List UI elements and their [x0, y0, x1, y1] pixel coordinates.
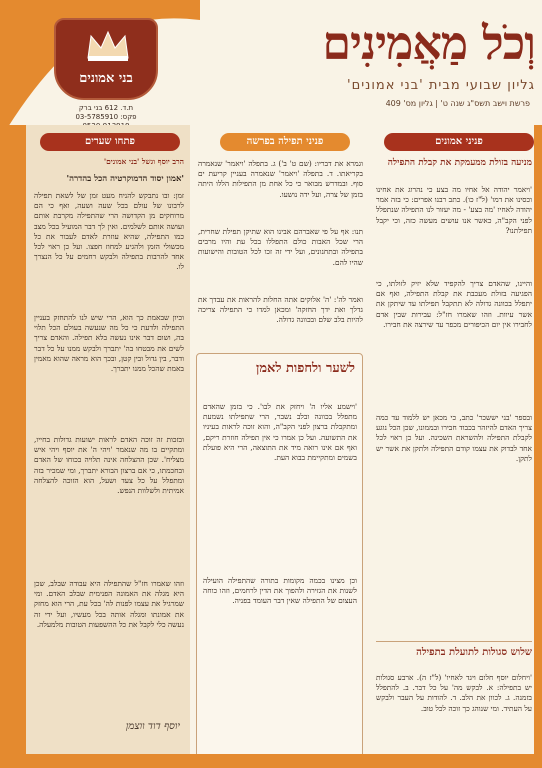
right-paragraph-4: 'ויחלום יוסף חלום ויגד לאחיו' (ל"ז ה). ארבע סגולות יש בתפילה: א. לבקש מה' על כל דבר. ב. להתפלל בזמנה. ג. לכוון את הלב. ד. להודות על העבר ולבקש על העתיד. ומי שנוהג כך זוכה לכל טוב. [376, 673, 532, 713]
right-divider [376, 641, 532, 642]
middle-paragraph-1: וגמרא את דבריו: (שם ט' ב') ג. בתפלה 'ויאמר' שנאמרה בקריאתו. ד. בתפלה 'ויאמר' שנאמרה בעניין קריעת ים סוף. ובמדרש מבואר כי כל אחת מן התפילות הללו היתה בזמן של צרה, ועל ידה נושעו. [198, 159, 363, 199]
middle-column [192, 125, 367, 768]
left-paragraph-1: זמן: ובו נתבקש להניח מעט זמן של לשאת תפילה לרבונו של עולם בכל שעה ושעה, ואף כי הם מרוחקים מן הקדושה הרי שהתפילה מקרבת אותם ועושה אותם לשלמים. ואין לך דבר המועיל בכל מצב כמו התפילה, שהיא עוזרת לאדם לעבור את כל מכשולי הזמן ולהגיע למחוז חפצו. ועל כן ראוי לכל אחד להרבות בתפילה ולבקש רחמים על כל הנצרך לו. [34, 191, 184, 272]
left-paragraph-2: וכיון שבאמת כך הוא, הרי שיש לנו להתחזק בעניין התפילה ולדעת כי כל מה שנעשה בעולם הכל תלוי בה, ושום דבר אינו נעשה בלא תפילה. והאדם צריך לשים את מבטחו בה' יתברך ולבקש ממנו על כל דבר ודבר, בין גדול ובין קטן, ובכך הוא מראה שהוא מאמין באמת שהכל ממנו יתברך. [34, 313, 184, 374]
middle-box-paragraph-1: 'וישמע אליו ה' ויחזק את לבו'. כי בזמן שהאדם מתפלל בכוונה ובלב נשבר, הרי שתפילתו נשמעת ומתקבלת ברצון לפני הקב"ה, והוא זוכה לראות בעיניו את התשועה. ועל כן אמרו כי אין תפילה חוזרת ריקם, ואף אם אינו רואה מיד את התוצאה, הרי היא פועלת בשמים ומתקיימת בבוא העת. [203, 402, 357, 463]
right-paragraph-1: 'ויאמר יהודה אל אחיו מה בצע כי נהרוג את אחינו וכסינו את דמו' (ל"ז כו). כתב רבנו אפרים: כי בזה אמר יהודה לאחיו 'מה בצע' - מה יעזור לנו התפילה שנתפלל לפני הקב"ה, כאשר אנו עושים מעשה כזה, וכי יקבל תפילתנו? [376, 185, 532, 235]
header [0, 0, 542, 125]
middle-box-paragraph-2: וכן מצינו בכמה מקומות בתורה שהתפילה הועילה לשנות את הגזירה ולהפוך את הדין לרחמים, וזהו כוחה העצום של התפילה שאין דבר העומד בפניה. [203, 576, 357, 606]
crown-icon [83, 28, 133, 62]
right-subheading-2: שלוש סגולות לתועלת בתפילה [416, 647, 532, 658]
left-paragraph-3: ובזכות זה זוכה האדם לראות ישועות גדולות בחייו, ומתקיים בו מה שנאמר 'ויהי ה' את יוסף ויהי איש מצליח'. שכן ההצלחה אינה תלויה בכוחו של האדם ובחכמתו, כי אם ברצון הבורא יתברך, ומי שמכיר בזה ומתפלל על כל צעד ושעל, הוא הזוכה להצלחה אמיתית ולשלוות הנפש. [34, 435, 184, 496]
left-column [0, 125, 190, 768]
right-orange-bar [534, 125, 542, 768]
right-paragraph-3: ובספר 'בני יששכר' כתב, כי מכאן יש ללמוד עד כמה צריך האדם להיזהר בכבוד חבירו ובממונו, שכן הכל נוגע לקבלת התפילה ולהשראת השכינה. ועל כן ראוי לכל אחד לבדוק את עצמו קודם התפילה ולתקן את אשר יש לתקן. [376, 413, 532, 463]
section-heading-right: פניני אמונים [384, 133, 534, 151]
left-quote: 'אמון יסוד הדמוקרטיה הכל בהדרה' [66, 174, 184, 184]
left-orange-bar [0, 125, 26, 768]
right-column [370, 125, 542, 768]
contact-line-1: ת.ד. 612 בני ברק [78, 104, 134, 112]
signature: יוסף דוד ווצמן [125, 721, 180, 732]
logo [54, 18, 158, 100]
section-heading-middle: פניני תפילה בפרשה [220, 133, 350, 151]
middle-paragraph-2: תנו: אף על פי שאברהם אבינו הוא שתיקן תפילת שחרית, הרי שכל האבות כולם התפללו בכל עת והיו מרבים בתפילה ובתחנונים, ועל ידי זה זכו לכל הטובות והישועות שהיו להם. [198, 227, 363, 267]
left-paragraph-4: וזהו שאמרו חז"ל שהתפילה היא עבודה שבלב, שכן היא מגלה את האמונה הפנימית שבלב האדם. ומי שמרגיל את עצמו לפנות לה' בכל עת, הרי הוא מחזק את אמונתו ומגלה אותה בכל מעשיו, ועל ידי זה נעשה כלי לקבל את כל ההשפעות הטובות מלמעלה. [34, 579, 184, 629]
middle-boxed-section [196, 353, 363, 758]
newsletter-subtitle: גליון שבועי מבית 'בני אמונים' [347, 78, 535, 93]
section-heading-left: פתחו שערים [40, 133, 180, 151]
middle-paragraph-3: ואמר לה': 'ה' אלוקים אתה החלות להראות את עבדך את גדלך ואת ידך החזקה' ומכאן למדו כי התפילה צריכה להיות בלב שלם ובכוונה גדולה. [198, 295, 363, 325]
bottom-orange-bar [0, 754, 542, 768]
contact-line-2: 03-5785910 :פקס [75, 113, 137, 121]
parsha-line: פרשת וישב תשס"ג שנה ט' | גליון מס' 409 [385, 99, 530, 108]
logo-text: בני אמונים [79, 71, 133, 86]
right-paragraph-2: והיינו, שהאדם צריך להקפיד שלא יזיק לזולתו, כי הפגיעה בזולת מעכבת את קבלת התפילה, ואף אם יתפלל בכוונה גדולה לא תתקבל תפילתו עד שיתקן את אשר עיוות. וזהו שאמרו חז"ל: עבירות שבין אדם לחבירו אין יום הכיפורים מכפר עד שירצה את חבירו. [376, 279, 532, 329]
middle-box-title: לשער ולחפות לאמן [256, 361, 355, 376]
right-subheading-1: מניעה בזולת ממעמקת את קבלת התפילה [387, 158, 532, 168]
left-subheading: הרב יוסף וגשל 'בני אמונים' [103, 157, 184, 166]
newsletter-title: וְכֹל מַאֲמִינִים [322, 16, 535, 70]
